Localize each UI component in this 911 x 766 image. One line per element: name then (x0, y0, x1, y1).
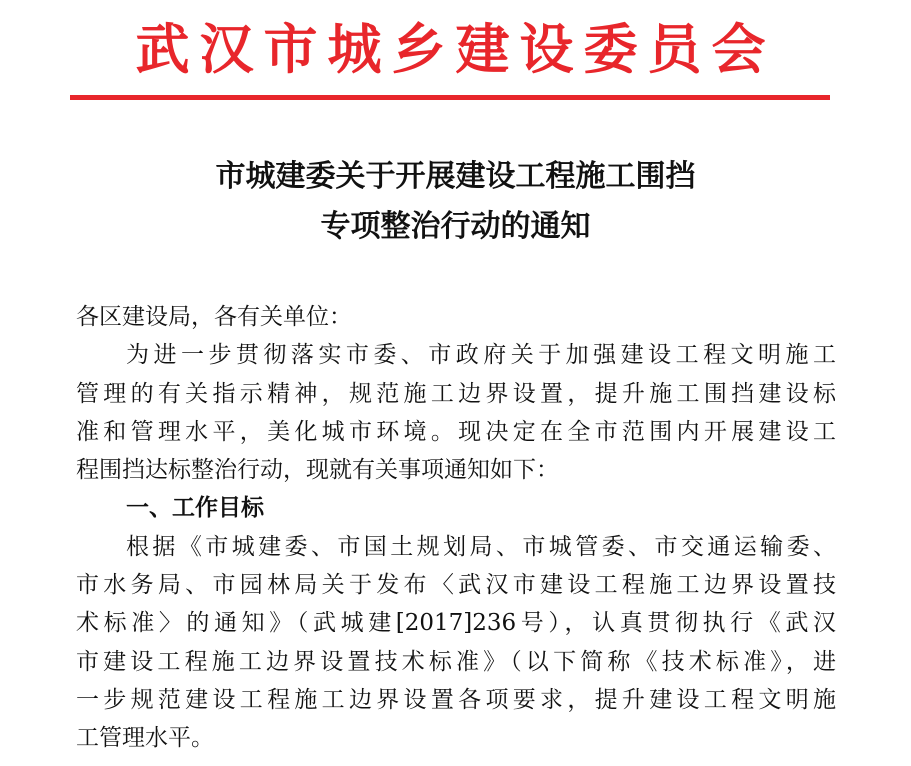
letterhead-org-name: 武汉市城乡建设委员会 (135, 17, 776, 81)
section-heading-work-goals: 一、工作目标 (126, 495, 264, 522)
section1-paragraph-line: 术标准〉的通知》（武城建[2017]236号），认真贯彻执行《武汉 (76, 610, 836, 637)
intro-paragraph-line: 程围挡达标整治行动，现就有关事项通知如下： (76, 457, 559, 484)
salutation: 各区建设局，各有关单位： (76, 304, 352, 330)
letterhead-red-divider (70, 95, 830, 100)
intro-paragraph-line: 管理的有关指示精神，规范施工边界设置，提升施工围挡建设标 (76, 380, 836, 407)
section1-paragraph-line: 工管理水平。 (76, 725, 214, 752)
document-title-line-2: 专项整治行动的通知 (320, 209, 591, 244)
section1-paragraph-line: 根据《市城建委、市国土规划局、市城管委、市交通运输委、 (126, 533, 836, 560)
document-body (76, 298, 836, 758)
section1-paragraph-line: 市建设工程施工边界设置技术标准》（以下简称《技术标准》，进 (76, 648, 836, 675)
intro-paragraph-line: 为进一步贯彻落实市委、市政府关于加强建设工程文明施工 (126, 342, 836, 369)
section1-paragraph-line: 一步规范建设工程施工边界设置各项要求，提升建设工程文明施 (76, 686, 836, 713)
document-title-line-1: 市城建委关于开展建设工程施工围挡 (215, 159, 696, 194)
section1-paragraph-line: 市水务局、市园林局关于发布〈武汉市建设工程施工边界设置技 (76, 572, 836, 599)
intro-paragraph-line: 准和管理水平，美化城市环境。现决定在全市范围内开展建设工 (76, 418, 836, 445)
